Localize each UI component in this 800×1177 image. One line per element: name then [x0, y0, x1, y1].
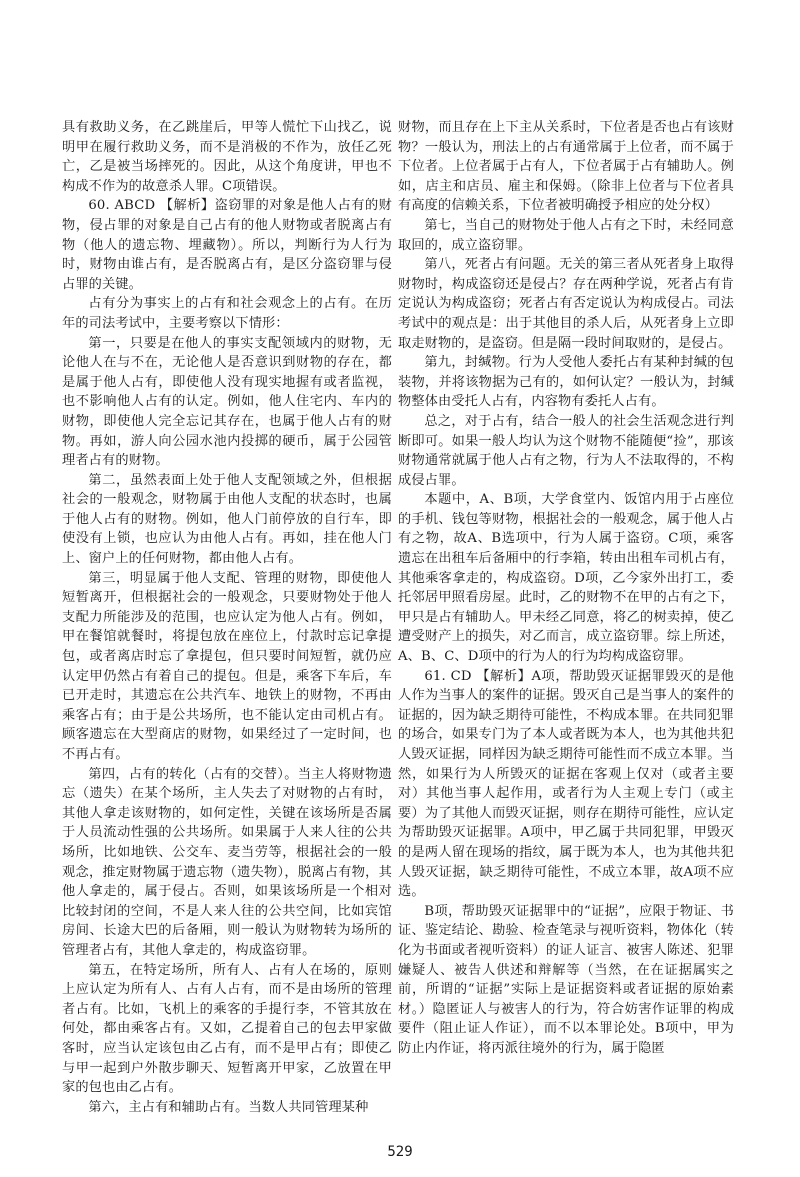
paragraph: 占有分为事实上的占有和社会观念上的占有。在历年的司法考试中，主要考察以下情形： [62, 296, 392, 331]
page-number: 529 [387, 1144, 413, 1160]
paragraph: 第四，占有的转化（占有的交替）。当主人将财物遗忘（遗失）在某个场所，主人失去了对财物的占有时，其他人拿走该财物的，如何定性，关键在该场所是否属于人员流动性强的公共场所。如果属于人来人往的公共场所，比如地铁、公交车、麦当劳等，根据社会的一般观念，推定财物属于遗忘物（遗失物），脱离占有物，其他人拿走的，属于侵占。否则，如果该场所是一个相对比较封闭的空间，不是人来人往的公共空间，比如宾馆房间、长途大巴的后备厢，则一般认为财物转为场所的管理者占有，其他人拿走的，构成盗窃罪。 [62, 766, 392, 958]
paragraph: 本题中，A、B项，大学食堂内、饭馆内用于占座位的手机、钱包等财物，根据社会的一般观念，属于他人占有之物，故A、B选项中，行为人属于盗窃。C项，乘客遗忘在出租车后备厢中的行李箱，转由出租车司机占有，其他乘客拿走的，构成盗窃。D项，乙今家外出打工，委托邻居甲照看房屋。此时，乙的财物不在甲的占有之下，甲只是占有辅助人。甲未经乙同意，将乙的树卖掉，使乙遭受财产上的损失，对乙而言，成立盗窃罪。综上所述，A、B、C、D项中的行为人的行为均构成盗窃罪。 [398, 492, 734, 665]
paragraph: 第七，当自己的财物处于他人占有之下时，未经同意取回的，成立盗窃罪。 [398, 217, 734, 253]
paragraph: 第九，封缄物。行为人受他人委托占有某种封缄的包装物，并将该物据为己有的，如何认定？一般认为，封缄物整体由受托人占有，内容物有委托人占有。 [398, 355, 734, 410]
paragraph: B项，帮助毁灭证据罪中的“证据”，应限于物证、书证、鉴定结论、勘验、检查笔录与视听资料，物体化（转化为书面或者视听资料）的证人证言、被害人陈述、犯罪嫌疑人、被告人供述和辩解等（当然，在在证据属实之前，所谓的“证据”实际上是证据资料或者证据的原始素材。）隐匿证人与被害人的行为，符合妨害作证罪的构成要件（阻止证人作证），而不以本罪论处。B项中，甲为防止内作证，将丙派往境外的行为，属于隐匿 [398, 903, 734, 1056]
paragraph: 总之，对于占有，结合一般人的社会生活观念进行判断即可。如果一般人均认为这个财物不能随便“捡”，那该财物通常就属于他人占有之物，行为人不法取得的，不构成侵占罪。 [398, 413, 734, 488]
left-column [62, 118, 392, 1117]
paragraph: 第二，虽然表面上处于他人支配领域之外，但根据社会的一般观念，财物属于由他人支配的状态时，也属于他人占有的财物。例如，他人门前停放的自行车，即使没有上锁，也应认为由他人占有。再如，挂在他人门上、窗户上的任何财物，都由他人占有。 [62, 472, 392, 567]
paragraph: 第八，死者占有问题。无关的第三者从死者身上取得财物时，构成盗窃还是侵占？存在两种学说，死者占有肯定说认为构成盗窃；死者占有否定说认为构成侵占。司法考试中的观点是：出于其他目的杀人后，从死者身上立即取走财物的，是盗窃。但是隔一段时间取财的，是侵占。 [398, 257, 734, 351]
paragraph: 第六，主占有和辅助占有。当数人共同管理某种 [88, 1099, 369, 1115]
paragraph: 第五，在特定场所，所有人、占有人在场的，原则上应认定为所有人、占有人占有，而不是由场所的管理者占有。比如，飞机上的乘客的手提行李，不管其放在何处，都由乘客占有。又如，乙提着自己的包去甲家做客时，应当认定该包由乙占有，而不是甲占有；即使乙与甲一起到户外散步聊天、短暂离开甲家，乙放置在甲家的包也由乙占有。 [62, 962, 392, 1096]
paragraph: 财物，而且存在上下主从关系时，下位者是否也占有该财物？一般认为，刑法上的占有通常属于上位者，而不属于下位者。上位者属于占有人，下位者属于占有辅助人。例如，店主和店员、雇主和保姆。（除非上位者与下位者具有高度的信赖关系，下位者被明确授予相应的处分权） [398, 120, 734, 214]
paragraph: 60. ABCD 【解析】盗窃罪的对象是他人占有的财物，侵占罪的对象是自己占有的他人财物或者脱离占有物（他人的遗忘物、埋藏物）。所以，判断行为人行为时，财物由谁占有，是否脱离占有，是区分盗窃罪与侵占罪的关键。 [62, 198, 392, 292]
paragraph: 61. CD 【解析】A项，帮助毁灭证据罪毁灭的是他人作为当事人的案件的证据。毁灭自己是当事人的案件的证据的，因为缺乏期待可能性，不构成本罪。在共同犯罪的场合，如果专门为了本人或者既为本人，也为其他共犯人毁灭证据，同样因为缺乏期待可能性而不成立本罪。当然，如果行为人所毁灭的证据在客观上仅对（或者主要对）其他当事人起作用，或者行为人主观上专门（或主要）为了其他人而毁灭证据，则存在期待可能性，应认定为帮助毁灭证据罪。A项中，甲乙属于共同犯罪，甲毁灭的是两人留在现场的指纹，属于既为本人，也为其他共犯人毁灭证据，缺乏期待可能性，不成立本罪，故A项不应选。 [398, 668, 734, 900]
paragraph: 第三，明显属于他人支配、管理的财物，即使他人短暂离开，但根据社会的一般观念，只要财物处于他人支配力所能涉及的范围，也应认定为他人占有。例如，甲在餐馆就餐时，将提包放在座位上，付款时忘记拿提包，或者离店时忘了拿提包，但只要时间短暂，就仍应认定甲仍然占有着自己的提包。但是，乘客下车后，车已开走时，其遗忘在公共汽车、地铁上的财物，不再由乘客占有；由于是公共场所，也不能认定由司机占有。顾客遗忘在大型商店的财物，如果经过了一定时间，也不再占有。 [62, 570, 392, 762]
paragraph: 具有救助义务，在乙跳崖后，甲等人慌忙下山找乙，说明甲在履行救助义务，而不是消极的不作为，放任乙死亡，乙是被当场摔死的。因此，从这个角度讲，甲也不构成不作为的故意杀人罪。C项错误。 [62, 120, 392, 194]
paragraph: 第一，只要是在他人的事实支配领域内的财物，无论他人在与不在，无论他人是否意识到财物的存在，都是属于他人占有，即使他人没有现实地握有或者监视，也不影响他人占有的认定。例如，他人住宅内、车内的财物，即使他人完全忘记其存在，也属于他人占有的财物。再如，游人向公园水池内投掷的硬币，属于公园管理者占有的财物。 [62, 335, 392, 469]
right-column [398, 118, 734, 1059]
